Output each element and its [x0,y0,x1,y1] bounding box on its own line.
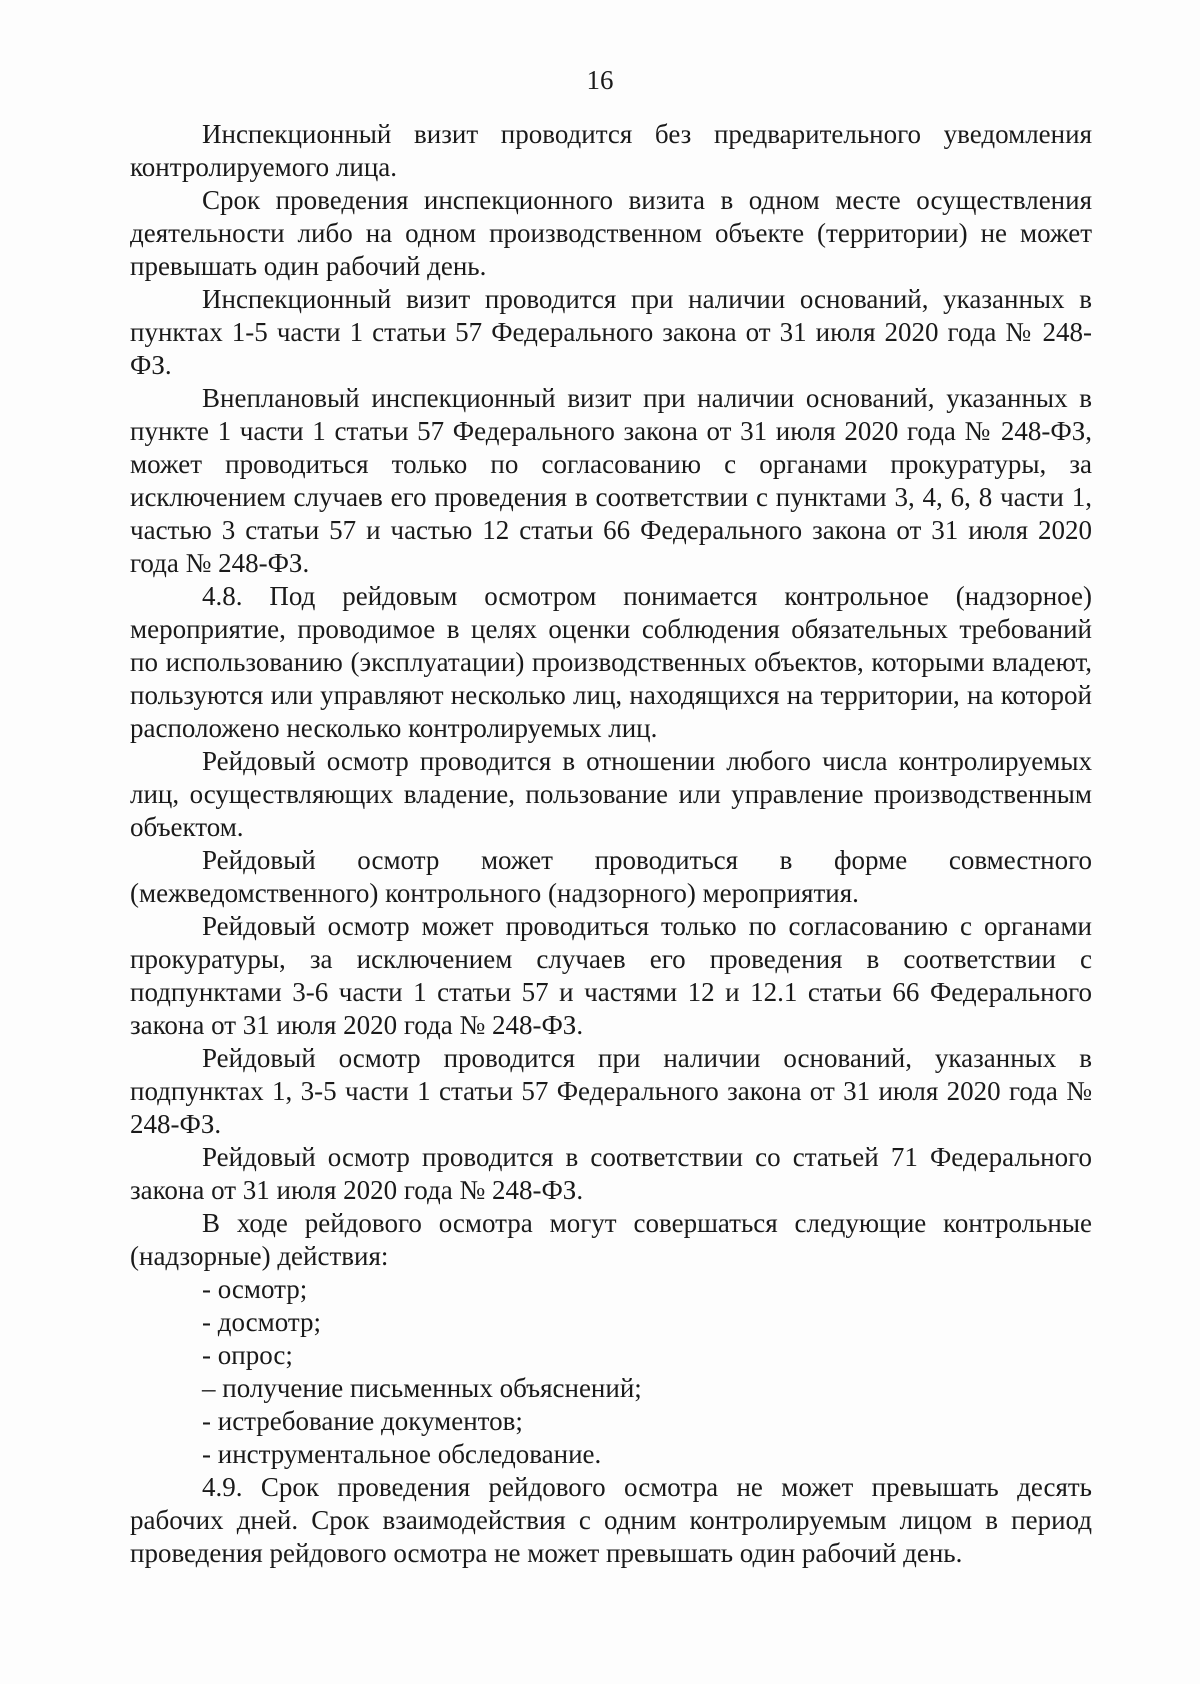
paragraph: Внеплановый инспекционный визит при наличии оснований, указанных в пункте 1 части 1 статьи 57 Федерального закона от 31 июля 2020 года № 248-ФЗ, может проводиться только по согласованию с органами прокуратуры, за исключением случаев его проведения в соответствии с пунктами 3, 4, 6, 8 части 1, частью 3 статьи 57 и частью 12 статьи 66 Федерального закона от 31 июля 2020 года № 248-ФЗ. [130,383,1092,578]
page-number: 16 [586,65,614,95]
paragraph: Рейдовый осмотр проводится при наличии оснований, указанных в подпунктах 1, 3-5 части 1 статьи 57 Федерального закона от 31 июля 2020 года № 248-ФЗ. [130,1043,1092,1139]
paragraph: 4.8. Под рейдовым осмотром понимается контрольное (надзорное) мероприятие, проводимое в целях оценки соблюдения обязательных требований по использованию (эксплуатации) производственных объектов, которыми владеют, пользуются или управляют несколько лиц, находящихся на территории, на которой расположено несколько контролируемых лиц. [130,581,1092,743]
paragraph: Инспекционный визит проводится при наличии оснований, указанных в пунктах 1-5 части 1 статьи 57 Федерального закона от 31 июля 2020 года № 248-ФЗ. [130,284,1092,380]
list-item: - осмотр; [202,1274,308,1304]
paragraph: Рейдовый осмотр проводится в отношении любого числа контролируемых лиц, осуществляющих владение, пользование или управление производственным объектом. [130,746,1092,842]
paragraph: Срок проведения инспекционного визита в одном месте осуществления деятельности либо на одном производственном объекте (территории) не может превышать один рабочий день. [130,185,1092,281]
paragraph: В ходе рейдового осмотра могут совершаться следующие контрольные (надзорные) действия: [130,1208,1092,1271]
list-item: - опрос; [202,1340,293,1370]
list-item: – получение письменных объяснений; [202,1373,642,1403]
paragraph: Рейдовый осмотр может проводиться в форме совместного (межведомственного) контрольного (надзорного) мероприятия. [130,845,1092,908]
paragraph: Рейдовый осмотр проводится в соответствии со статьей 71 Федерального закона от 31 июля 2020 года № 248-ФЗ. [130,1142,1092,1205]
document-body [130,118,1092,1570]
list-item: - досмотр; [202,1307,321,1337]
paragraph: 4.9. Срок проведения рейдового осмотра не может превышать десять рабочих дней. Срок взаимодействия с одним контролируемым лицом в период проведения рейдового осмотра не может превышать один рабочий день. [130,1472,1092,1568]
paragraph: Рейдовый осмотр может проводиться только по согласованию с органами прокуратуры, за исключением случаев его проведения в соответствии с подпунктами 3-6 части 1 статьи 57 и частями 12 и 12.1 статьи 66 Федерального закона от 31 июля 2020 года № 248-ФЗ. [130,911,1092,1040]
list-item: - инструментальное обследование. [202,1439,602,1469]
list-item: - истребование документов; [202,1406,523,1436]
paragraph: Инспекционный визит проводится без предварительного уведомления контролируемого лица. [130,119,1092,182]
